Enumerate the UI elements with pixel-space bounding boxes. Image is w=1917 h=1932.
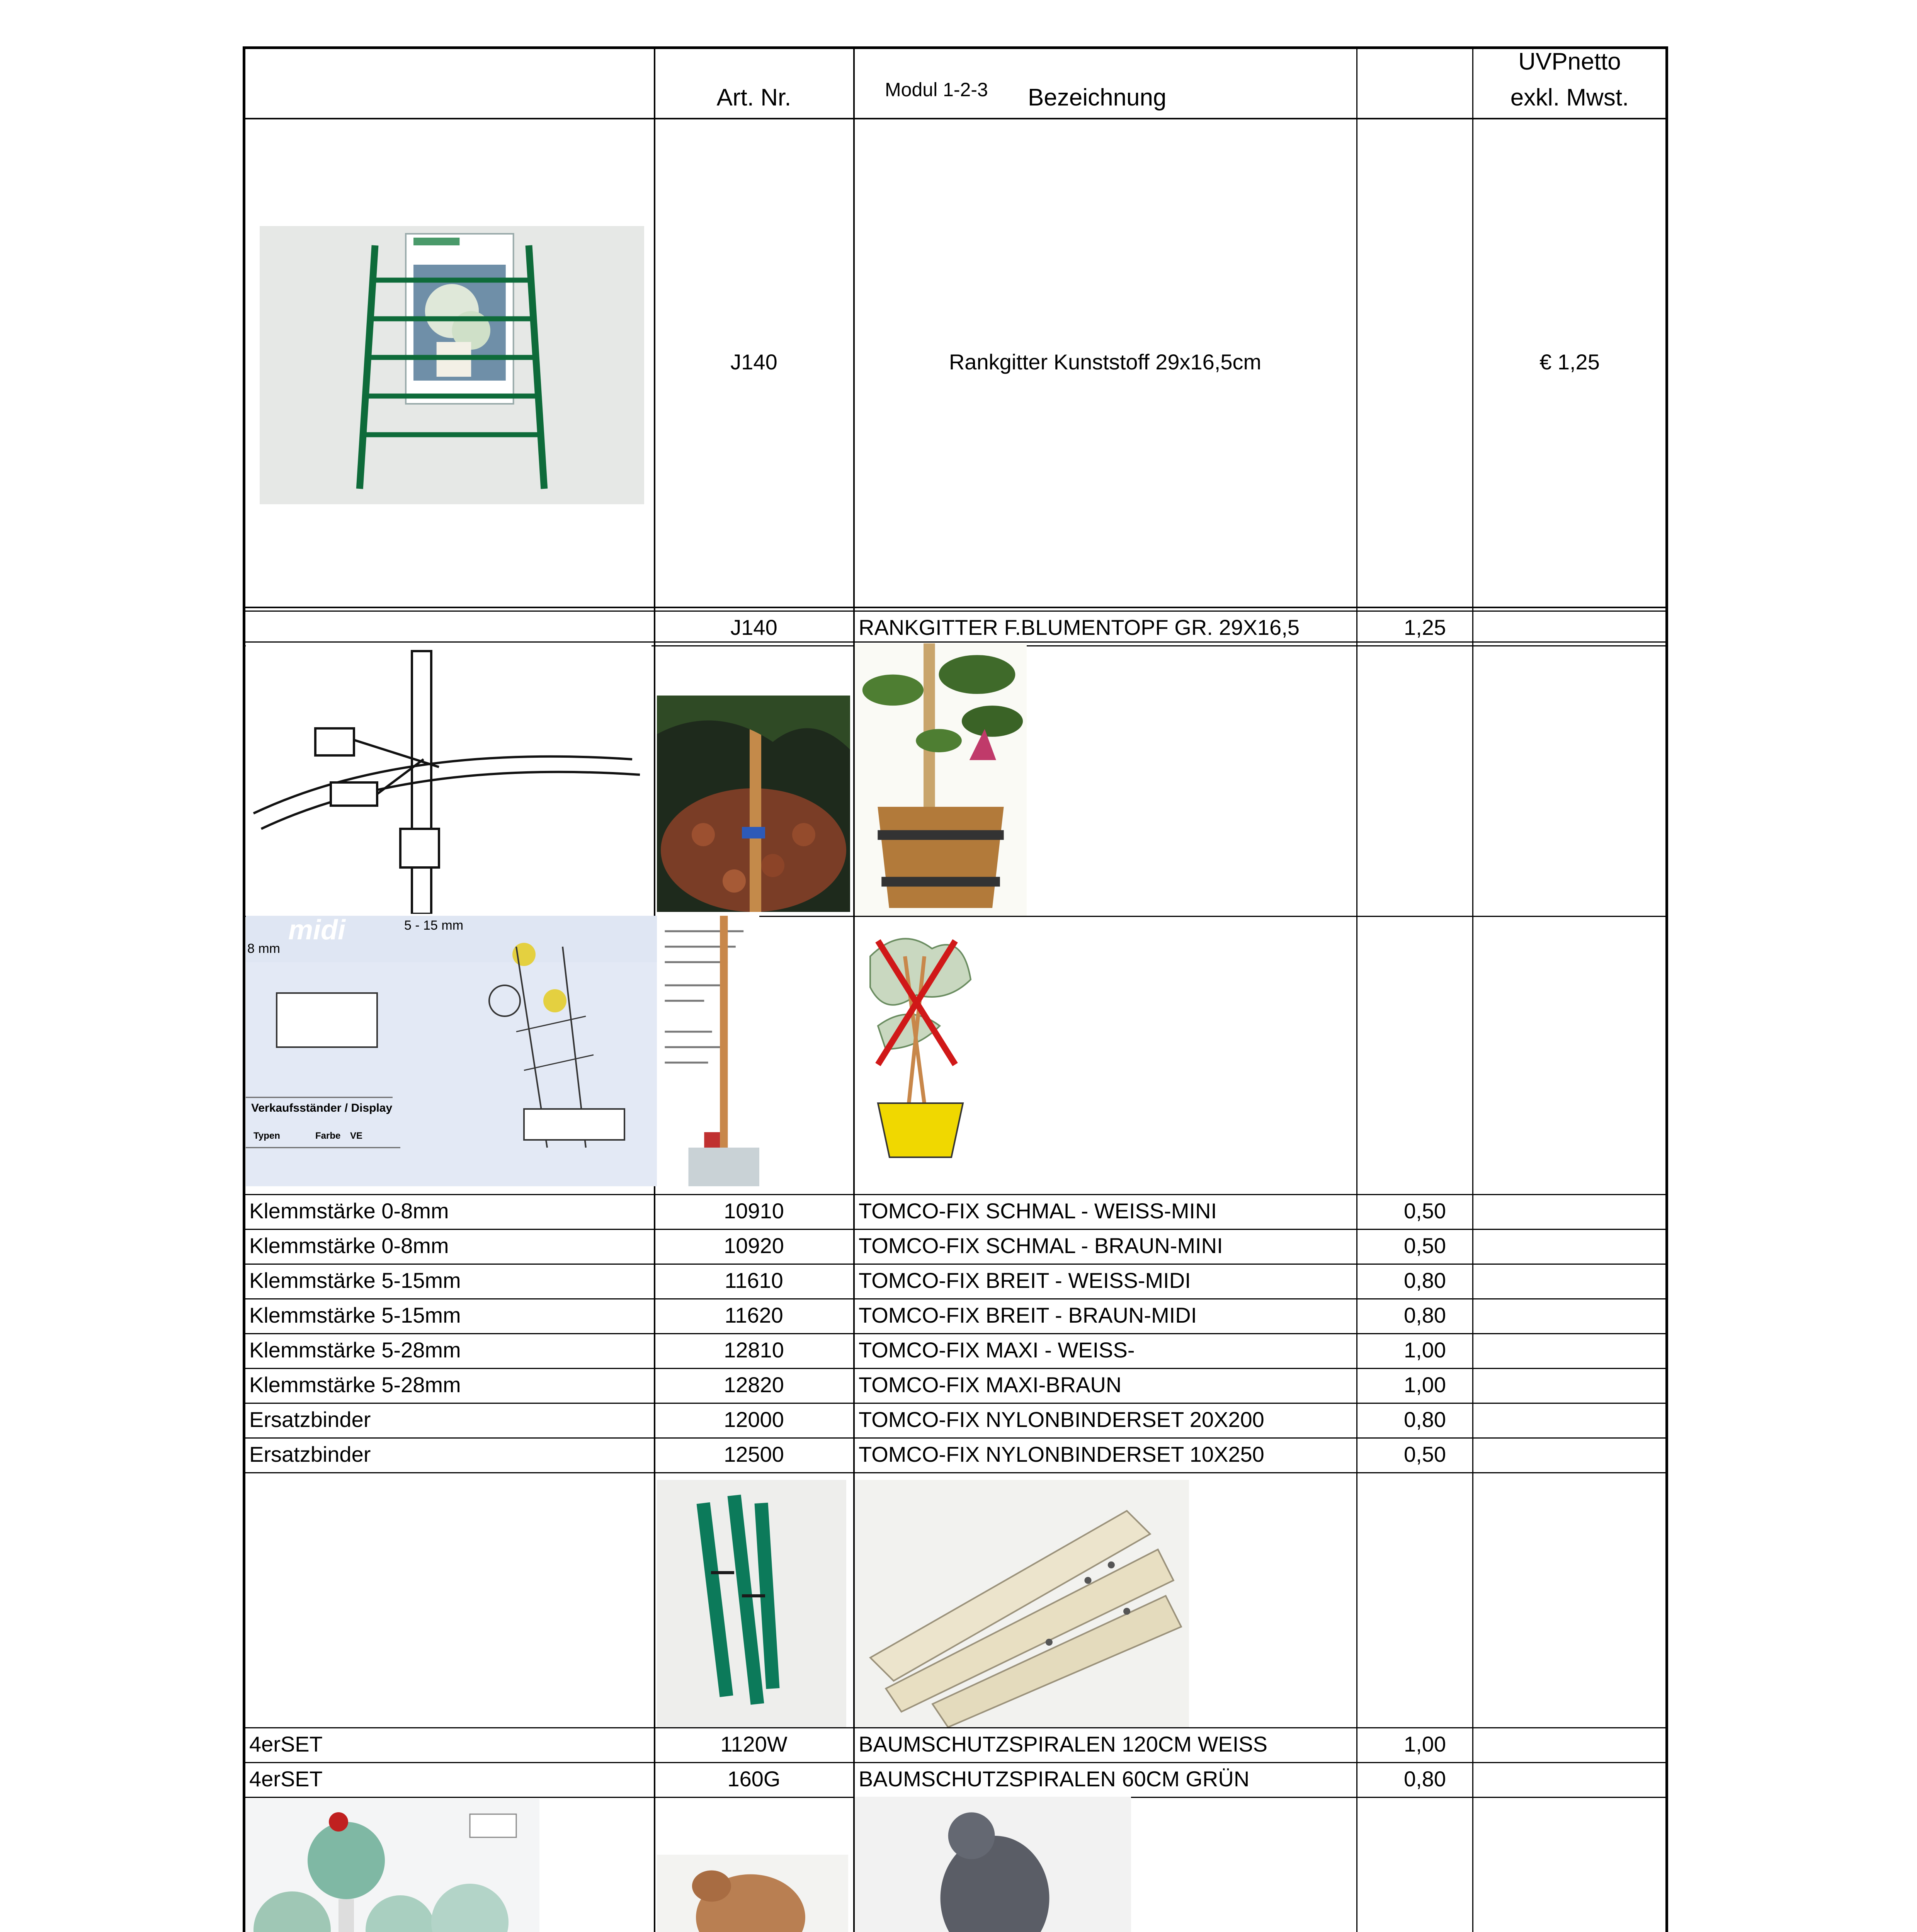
row-price-divider-right <box>1472 1298 1473 1333</box>
feature-name: Rankgitter Kunststoff 29x16,5cm <box>949 350 1262 374</box>
ceramic-rabbit-photo <box>657 1855 848 1932</box>
row-description: TOMCO-FIX MAXI-BRAUN <box>859 1372 1122 1397</box>
col-divider-4 <box>1472 46 1473 641</box>
row-art-nr: 12000 <box>724 1407 784 1432</box>
feature-price: € 1,25 <box>1539 350 1600 374</box>
row-label: Ersatzbinder <box>249 1407 371 1432</box>
row-price: 1,00 <box>1404 1338 1446 1362</box>
row-description: TOMCO-FIX BREIT - WEISS-MIDI <box>859 1268 1191 1293</box>
midi-display-label: Verkaufsständer / Display <box>251 1102 393 1114</box>
row-top-line <box>243 1333 1668 1334</box>
row-label: Ersatzbinder <box>249 1442 371 1466</box>
rankgitter-photo <box>260 226 644 504</box>
row-price: 0,50 <box>1404 1199 1446 1223</box>
row-top-line <box>243 1298 1668 1299</box>
header-bezeichnung: Bezeichnung <box>1028 84 1167 111</box>
row-art-nr: 12820 <box>724 1372 784 1397</box>
rosenkugel-photo <box>246 1799 539 1932</box>
row-label: 4erSET <box>249 1767 323 1791</box>
block-divider <box>1356 645 1357 1194</box>
row-price: 0,50 <box>1404 1442 1446 1466</box>
midi-col-ve: VE <box>350 1131 363 1141</box>
midi-col-typen: Typen <box>253 1131 280 1141</box>
row-price: 1,25 <box>1404 615 1446 639</box>
midi-title: midi <box>288 916 346 946</box>
row-top-line <box>243 611 1668 612</box>
row-price-divider-right <box>1472 1194 1473 1229</box>
midi-col-farbe: Farbe <box>315 1131 341 1141</box>
row-label: Klemmstärke 0-8mm <box>249 1199 449 1223</box>
midi-dim2: 8 mm <box>247 941 280 956</box>
row-label: Klemmstärke 0-8mm <box>249 1233 449 1258</box>
header-uvp-line1: UVPnetto <box>1518 48 1621 75</box>
block-divider <box>1356 1472 1357 1727</box>
row-description: TOMCO-FIX SCHMAL - WEISS-MINI <box>859 1199 1217 1223</box>
row-label: Klemmstärke 5-28mm <box>249 1338 461 1362</box>
table-top-border <box>243 46 1668 49</box>
row-label: Klemmstärke 5-15mm <box>249 1268 461 1293</box>
white-spiral-photo <box>855 1480 1189 1727</box>
midi-dim1: 5 - 15 mm <box>404 918 464 933</box>
row-label: Klemmstärke 5-28mm <box>249 1372 461 1397</box>
row-description: BAUMSCHUTZSPIRALEN 120CM WEISS <box>859 1732 1267 1756</box>
row-price: 0,80 <box>1404 1303 1446 1327</box>
plant-stake-photo <box>657 696 850 912</box>
row-price: 0,80 <box>1404 1407 1446 1432</box>
row-description: RANKGITTER F.BLUMENTOPF GR. 29X16,5 <box>859 615 1300 639</box>
header-art-nr: Art. Nr. <box>716 84 791 111</box>
row-art-nr: 11610 <box>725 1268 783 1293</box>
barrel-plant-photo <box>855 643 1027 916</box>
row-line <box>243 641 1668 643</box>
row-price-divider-right <box>1472 611 1473 645</box>
row-price-divider-right <box>1472 1264 1473 1298</box>
row-top-line <box>243 1437 1668 1439</box>
row-description: BAUMSCHUTZSPIRALEN 60CM GRÜN <box>859 1767 1250 1791</box>
row-price-divider-right <box>1472 1437 1473 1472</box>
block-divider <box>1356 1797 1357 1932</box>
row-description: TOMCO-FIX NYLONBINDERSET 20X200 <box>859 1407 1264 1432</box>
row-label: Klemmstärke 5-15mm <box>249 1303 461 1327</box>
col-divider-3 <box>1356 46 1357 641</box>
block-divider <box>1472 1797 1473 1932</box>
row-description: TOMCO-FIX SCHMAL - BRAUN-MINI <box>859 1233 1223 1258</box>
row-art-nr: J140 <box>730 615 777 639</box>
header-uvp-line2: exkl. Mwst. <box>1510 84 1629 111</box>
row-price-divider-right <box>1472 1229 1473 1264</box>
table-right-border <box>1665 46 1668 1932</box>
block-divider <box>1472 1472 1473 1727</box>
ceramic-bird-photo <box>855 1797 1131 1932</box>
row-label: 4erSET <box>249 1732 323 1756</box>
block-divider <box>1472 645 1473 1194</box>
row-art-nr: 10920 <box>724 1233 784 1258</box>
row-top-line <box>243 1194 1668 1195</box>
row-art-nr: 12810 <box>724 1338 784 1362</box>
row-description: TOMCO-FIX BREIT - BRAUN-MIDI <box>859 1303 1197 1327</box>
midi-product-sheet <box>246 916 659 1186</box>
row-top-line <box>243 1264 1668 1265</box>
row-price-divider-right <box>1472 1727 1473 1762</box>
row-top-line <box>243 1229 1668 1230</box>
clip-diagram <box>246 643 651 914</box>
crossed-plant-drawing <box>855 918 978 1165</box>
header-bottom-line <box>243 118 1668 119</box>
row-price-divider-right <box>1472 1403 1473 1437</box>
header-modul-label: Modul 1-2-3 <box>885 79 988 100</box>
row-price: 1,00 <box>1404 1732 1446 1756</box>
row-art-nr: 10910 <box>724 1199 784 1223</box>
row-price: 0,80 <box>1404 1268 1446 1293</box>
row-price: 0,80 <box>1404 1767 1446 1791</box>
row-price-divider-right <box>1472 1762 1473 1797</box>
row-top-line <box>243 1368 1668 1369</box>
row-art-nr: 160G <box>727 1767 781 1791</box>
row-price: 1,00 <box>1404 1372 1446 1397</box>
feature-bottom-line <box>243 607 1668 608</box>
row-bottom-line <box>243 1472 1668 1473</box>
row-top-line <box>243 1727 1668 1728</box>
table-left-border <box>243 46 245 1932</box>
green-tube-photo <box>657 1480 846 1727</box>
row-art-nr: 12500 <box>724 1442 784 1466</box>
row-description: TOMCO-FIX MAXI - WEISS- <box>859 1338 1135 1362</box>
row-art-nr: 1120W <box>720 1732 788 1756</box>
row-top-line <box>243 1762 1668 1763</box>
row-price-divider-right <box>1472 1333 1473 1368</box>
row-price-divider-right <box>1472 1368 1473 1403</box>
row-top-line <box>243 1403 1668 1404</box>
feature-art-nr: J140 <box>730 350 777 374</box>
clip-instructions-photo <box>657 916 759 1186</box>
row-description: TOMCO-FIX NYLONBINDERSET 10X250 <box>859 1442 1264 1466</box>
row-price: 0,50 <box>1404 1233 1446 1258</box>
row-art-nr: 11620 <box>725 1303 783 1327</box>
